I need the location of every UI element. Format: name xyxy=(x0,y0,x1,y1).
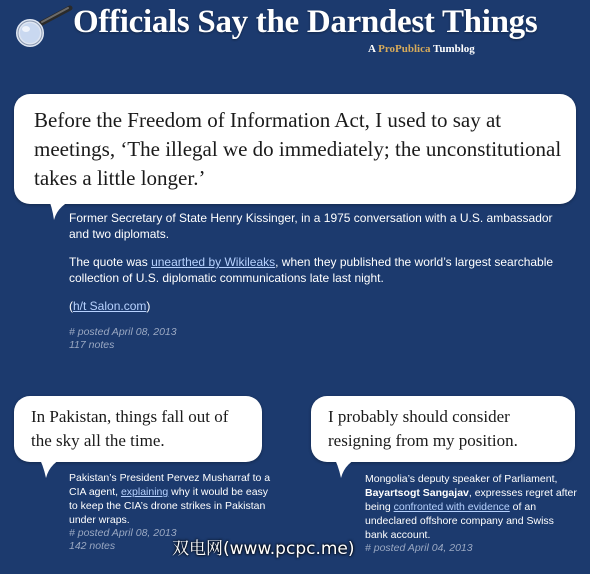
bubble-tail xyxy=(38,456,68,478)
post-paragraph xyxy=(69,471,275,527)
salon-link[interactable]: h/t Salon.com xyxy=(73,299,147,313)
evidence-link[interactable]: confronted with evidence xyxy=(393,501,510,513)
propublica-link[interactable]: ProPublica xyxy=(378,43,431,55)
paragraph-text: Pakistan’s President Pervez Musharraf to a CIA agent, xyxy=(69,472,271,498)
wikileaks-link[interactable]: unearthed by Wikileaks xyxy=(151,255,276,269)
subtitle-suffix: Tumblog xyxy=(430,43,475,55)
paragraph-text: why it would be easy to keep the CIA’s drone strikes in Pakistan under wraps. xyxy=(69,486,269,526)
quote-bubble xyxy=(14,396,262,462)
post-date-link[interactable]: # posted April 04, 2013 xyxy=(365,542,473,554)
post-paragraph xyxy=(365,472,577,542)
paren-close: ) xyxy=(146,299,151,313)
paragraph-text: , expresses regret after being xyxy=(365,487,577,513)
source-credit xyxy=(69,298,559,314)
paragraph-text: of an undeclared offshore company and Swiss bank account. xyxy=(365,501,554,541)
quote-text: I probably should consider resigning from my position. xyxy=(328,407,518,450)
watermark: 双电网(www.pcpc.me) xyxy=(172,539,355,559)
magnifying-glass-icon[interactable] xyxy=(12,4,74,48)
post-body xyxy=(365,472,577,555)
quote-text: Before the Freedom of Information Act, I used to say at meetings, ‘The illegal we do immediately; the unconstitutional takes a little longer.’ xyxy=(34,108,562,190)
paren-open: ( xyxy=(69,299,73,313)
notes-count[interactable]: 117 notes xyxy=(69,339,115,351)
post-date-link[interactable]: # posted April 08, 2013 xyxy=(69,527,177,539)
quote-bubble xyxy=(14,94,576,204)
post-date-link[interactable]: # posted April 08, 2013 xyxy=(69,326,177,338)
quote-bubble xyxy=(311,396,575,462)
post-paragraph xyxy=(69,254,559,286)
post-body xyxy=(69,210,559,352)
attribution-text: Former Secretary of State Henry Kissinger, in a 1975 conversation with a U.S. ambassador and two diplomats. xyxy=(69,211,553,241)
notes-count[interactable]: 142 notes xyxy=(69,540,116,552)
explaining-link[interactable]: explaining xyxy=(120,486,169,498)
paragraph-text: Mongolia’s deputy speaker of Parliament, xyxy=(365,473,558,485)
site-title[interactable]: Officials Say the Darndest Things xyxy=(73,4,538,40)
bubble-tail xyxy=(333,456,363,478)
paragraph-text: The quote was xyxy=(69,255,152,269)
quote-text: In Pakistan, things fall out of the sky all the time. xyxy=(31,407,229,450)
paragraph-text: , when they published the world’s largest searchable collection of U.S. diplomatic communications late last night. xyxy=(69,255,554,285)
site-header xyxy=(0,0,590,70)
subtitle-prefix: A xyxy=(368,43,379,55)
person-name: Bayartsogt Sangajav xyxy=(365,487,469,499)
site-subtitle xyxy=(368,42,475,56)
